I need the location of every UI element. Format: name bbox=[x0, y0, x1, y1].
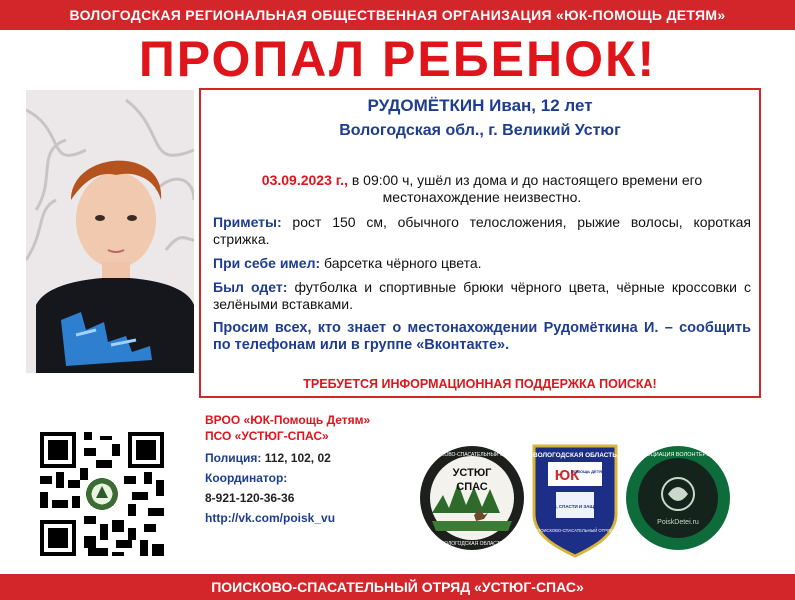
org-name-secondary: ПСО «УСТЮГ-СПАС» bbox=[205, 429, 329, 443]
police-label: Полиция: bbox=[205, 451, 262, 465]
footer-banner bbox=[0, 574, 795, 600]
disappearance-date: 03.09.2023 г., bbox=[261, 172, 348, 188]
person-region: Вологодская обл., г. Великий Устюг bbox=[339, 122, 621, 139]
ustug-emblem-name-1: УСТЮГ bbox=[452, 467, 492, 479]
ustug-emblem-ring-top: ПОИСКОВО-СПАСАТЕЛЬНЫЙ ОТРЯД bbox=[426, 452, 518, 458]
carried-label: При себе имел: bbox=[213, 255, 321, 271]
coordinator-label: Координатор: bbox=[205, 471, 288, 485]
signs-paragraph bbox=[213, 214, 751, 248]
police-numbers: 112, 102, 02 bbox=[261, 451, 331, 465]
clothes-label: Был одет: bbox=[213, 279, 288, 295]
contacts-block bbox=[205, 412, 420, 526]
person-name: РУДОМЁТКИН Иван, 12 лет bbox=[367, 96, 593, 115]
disappearance-text: в 09:00 ч, ушёл из дома и до настоящего времени его местонахождение неизвестно. bbox=[347, 172, 703, 205]
missing-child-headline: ПРОПАЛ РЕБЕНОК! bbox=[138, 31, 657, 87]
ustug-spas-emblem bbox=[418, 443, 526, 553]
assoc-site: PoiskDetei.ru bbox=[657, 519, 699, 526]
shield-logo: ЮК bbox=[554, 467, 580, 484]
ustug-emblem-ring-bottom: ВОЛОГОДСКАЯ ОБЛАСТЬ bbox=[440, 541, 504, 547]
coordinator-phone[interactable]: 8-921-120-36-36 bbox=[205, 491, 295, 505]
carried-paragraph bbox=[213, 255, 751, 272]
org-name-primary: ВРОО «ЮК-Помощь Детям» bbox=[205, 413, 371, 427]
child-photo-image bbox=[26, 90, 194, 373]
footer-text: ПОИСКОВО-СПАСАТЕЛЬНЫЙ ОТРЯД «УСТЮГ-СПАС» bbox=[211, 579, 584, 595]
organization-banner bbox=[0, 0, 795, 30]
ustug-emblem-name-2: СПАС bbox=[456, 481, 488, 493]
signs-text: рост 150 см, обычного телосложения, рыжие волосы, короткая стрижка. bbox=[213, 214, 751, 247]
qr-code[interactable] bbox=[36, 428, 168, 560]
shield-logo-sub: ПОМОЩЬ ДЕТЯМ bbox=[570, 469, 606, 474]
shield-top-text: ВОЛОГОДСКАЯ ОБЛАСТЬ bbox=[533, 452, 617, 459]
disappearance-paragraph bbox=[213, 172, 751, 206]
shield-ring-text: ПОИСКОВО-СПАСАТЕЛЬНЫЙ ОТРЯД bbox=[537, 528, 613, 533]
shield-motto: НАЙТИ, СПАСТИ И ЗАЩИТИТЬ bbox=[540, 504, 610, 509]
assoc-ring-text: АССОЦИАЦИЯ ВОЛОНТЕРСКИХ bbox=[635, 452, 721, 458]
support-request: ТРЕБУЕТСЯ ИНФОРМАЦИОННАЯ ПОДДЕРЖКА ПОИСКА! bbox=[303, 377, 657, 391]
details-box bbox=[199, 88, 761, 398]
carried-text: барсетка чёрного цвета. bbox=[320, 255, 482, 271]
vk-group-link[interactable]: http://vk.com/poisk_vu bbox=[205, 511, 336, 525]
clothes-paragraph bbox=[213, 279, 751, 313]
vologda-shield-emblem bbox=[530, 440, 620, 558]
appeal-text: Просим всех, кто знает о местонахождении Рудомёткина И. – сообщить по телефонам или в группе «Вконтакте». bbox=[213, 320, 751, 353]
clothes-text: футболка и спортивные брюки чёрного цвета, чёрные кроссовки с зелёными вставками. bbox=[213, 279, 751, 312]
organization-name: ВОЛОГОДСКАЯ РЕГИОНАЛЬНАЯ ОБЩЕСТВЕННАЯ ОРГАНИЗАЦИЯ «ЮК-ПОМОЩЬ ДЕТЯМ» bbox=[69, 7, 726, 23]
child-photo bbox=[26, 90, 194, 373]
volunteer-association-emblem bbox=[624, 444, 732, 552]
signs-label: Приметы: bbox=[213, 214, 282, 230]
